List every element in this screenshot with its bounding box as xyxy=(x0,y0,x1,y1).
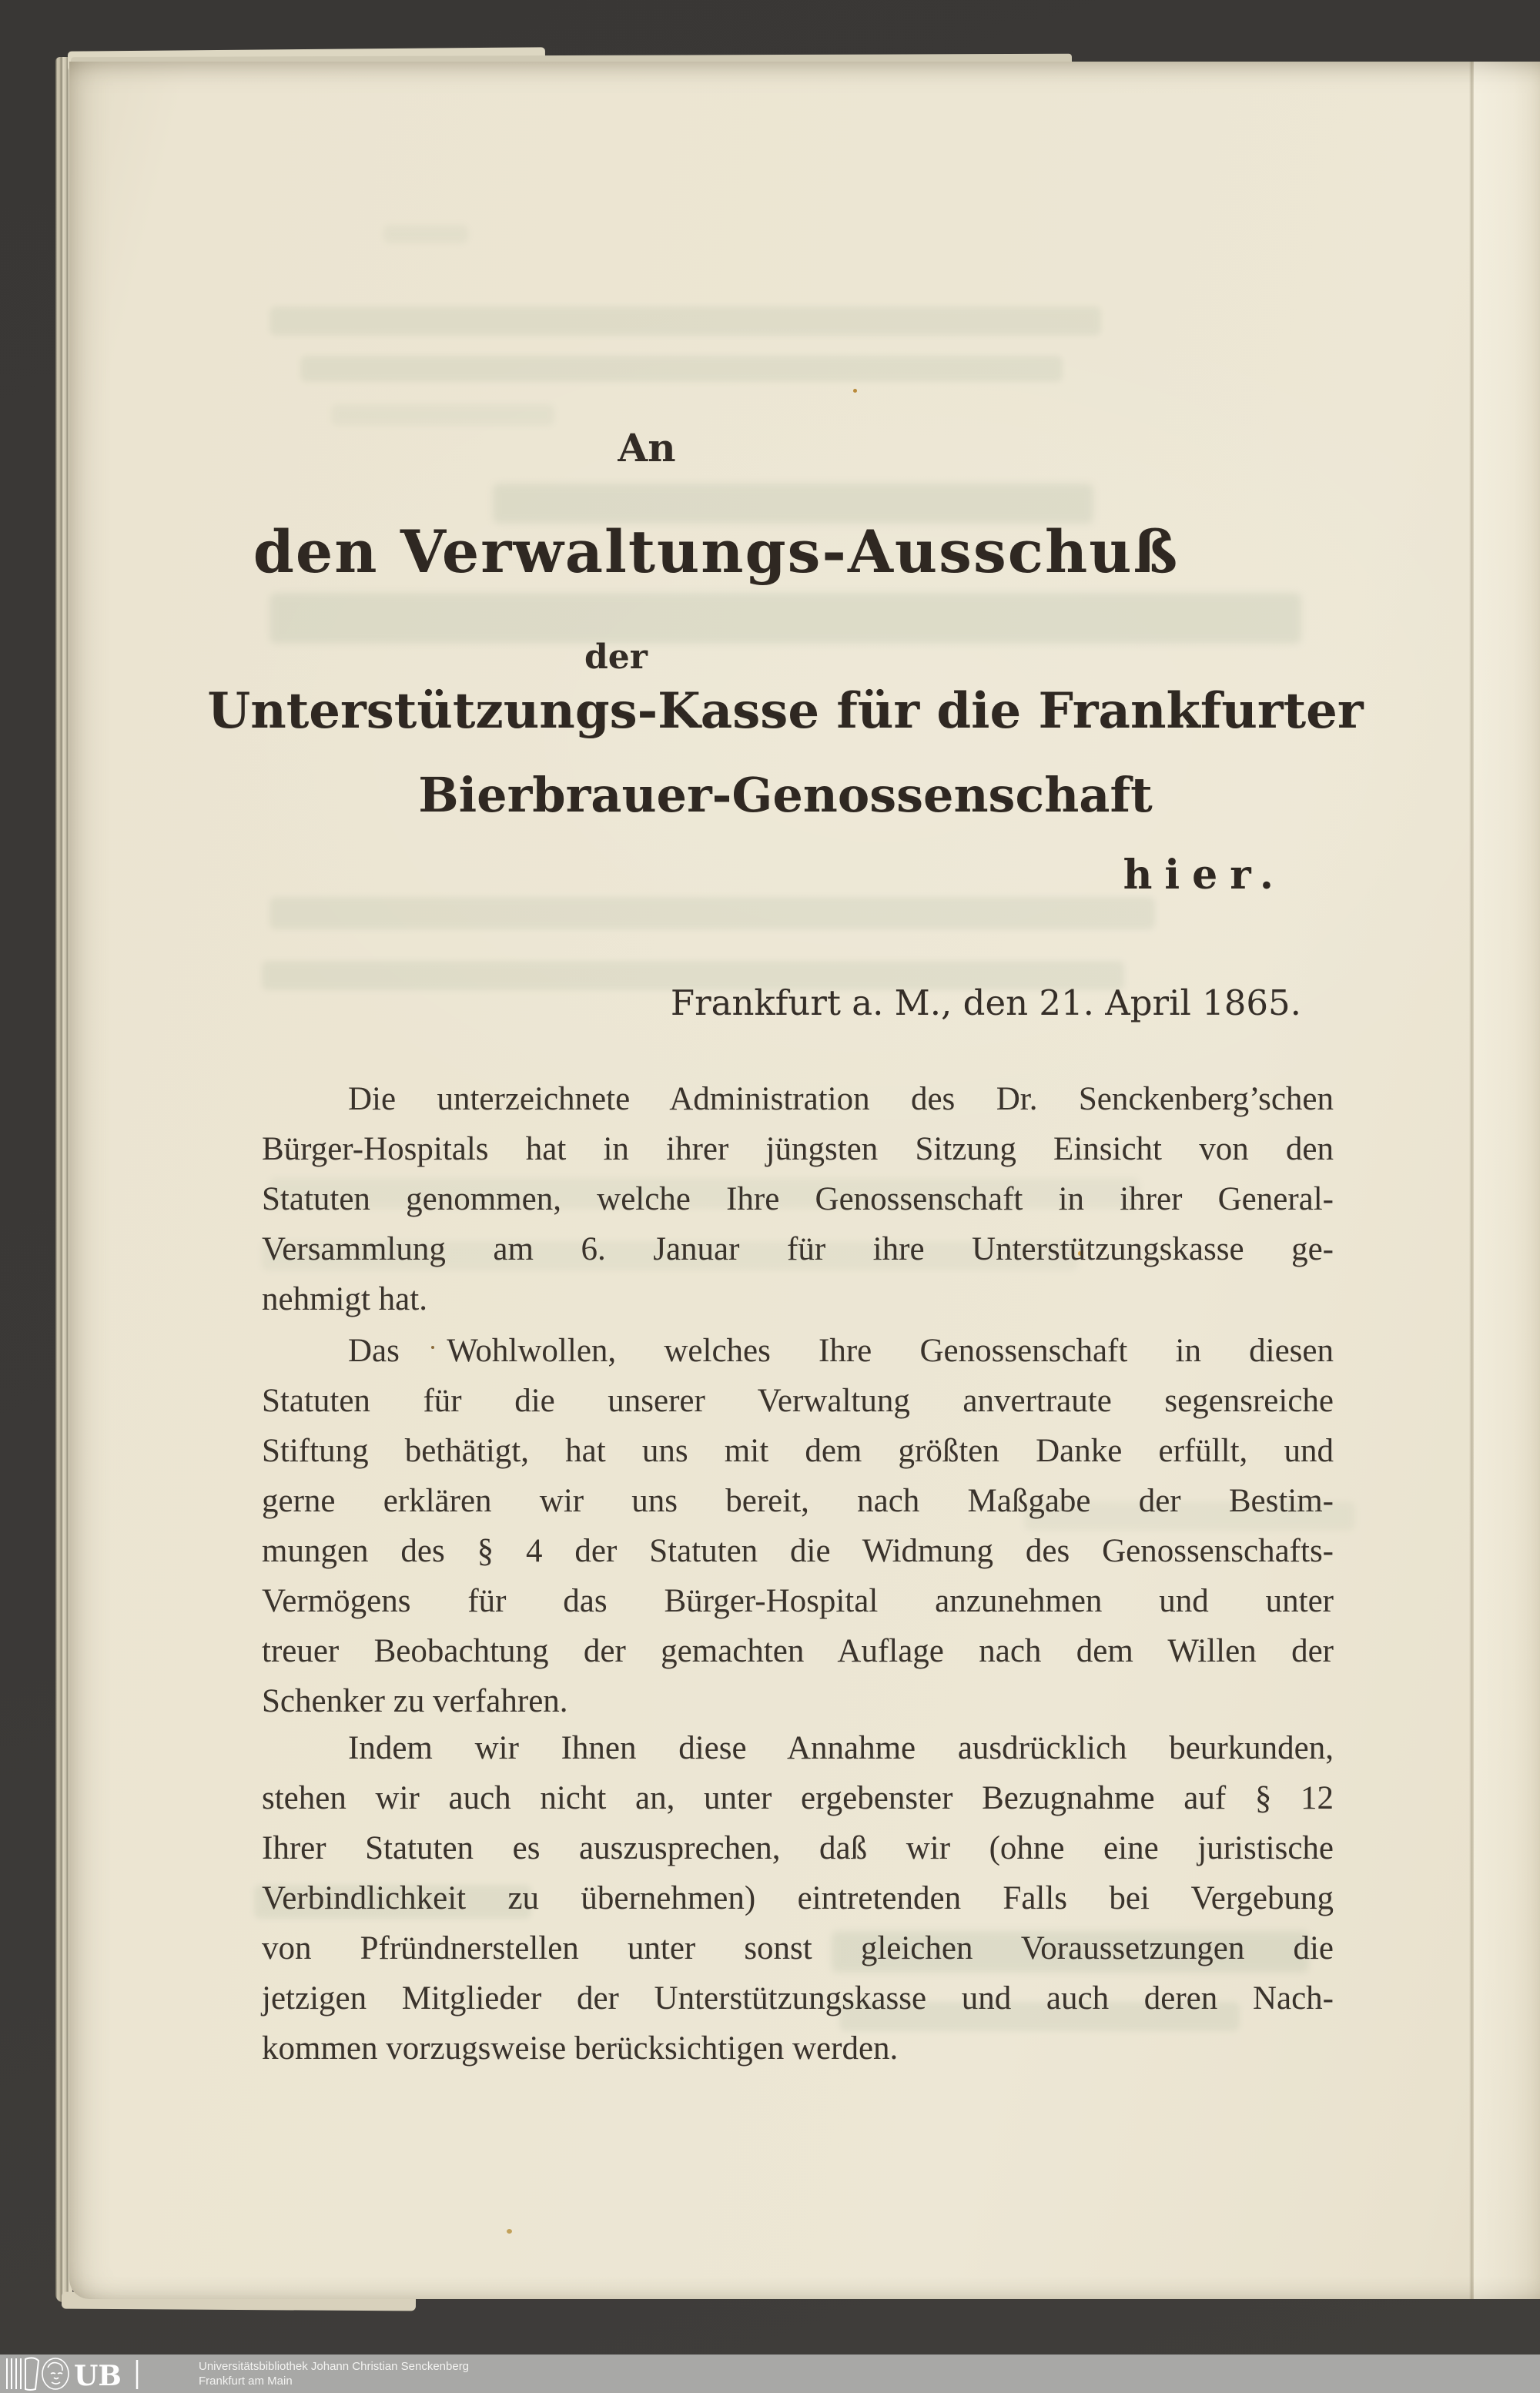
letter-text-line: Bürger-Hospitals hat in ihrer jüngsten Sitzung Einsicht von den xyxy=(262,1131,1334,1167)
library-footer-bar xyxy=(0,2355,1540,2393)
ub-logo xyxy=(5,2357,171,2391)
letter-text-line: Versammlung am 6. Januar für ihre Unterstützungskasse ge- xyxy=(262,1231,1334,1267)
letter-text-line: Statuten genommen, welche Ihre Genossenschaft in ihrer General- xyxy=(262,1181,1334,1217)
ub-logo-letters: UB xyxy=(74,2360,122,2391)
letter-text-line: nehmigt hat. xyxy=(262,1281,427,1317)
letter-paragraph xyxy=(262,1723,1334,2073)
senckenberg-portrait-icon xyxy=(42,2358,69,2389)
location-note: hier. xyxy=(1123,852,1286,899)
adjacent-leaf-edge xyxy=(1474,62,1540,2299)
letter-paragraph xyxy=(262,1326,1334,1726)
library-name: Universitätsbibliothek Johann Christian Senckenberg xyxy=(199,2360,470,2373)
letter-text-line: kommen vorzugsweise berücksichtigen werden. xyxy=(262,2030,899,2067)
letter-text-line: Stiftung bethätigt, hat uns mit dem größten Danke erfüllt, und xyxy=(262,1433,1334,1469)
letter-text-line: Ihrer Statuten es auszusprechen, daß wir (ohne eine juristische xyxy=(262,1830,1334,1866)
library-city: Frankfurt am Main xyxy=(199,2375,293,2388)
dateline: Frankfurt a. M., den 21. April 1865. xyxy=(670,982,1301,1023)
letter-text-line: Das Wohlwollen, welches Ihre Genossenschaft in diesen xyxy=(348,1333,1334,1369)
library-footer-text xyxy=(199,2359,469,2388)
recipient-line-guild: Bierbrauer-Genossenschaft xyxy=(418,767,1153,823)
letter-paragraph xyxy=(262,1074,1334,1324)
letter-text-line: Statuten für die unserer Verwaltung anvertraute segensreiche xyxy=(262,1383,1334,1419)
letter-text-line: Verbindlichkeit zu übernehmen) eintretenden Falls bei Vergebung xyxy=(262,1880,1334,1916)
book-page xyxy=(69,62,1540,2299)
letter-content xyxy=(69,62,1540,2299)
letter-text-line: Indem wir Ihnen diese Annahme ausdrücklich beurkunden, xyxy=(348,1730,1334,1766)
recipient-connector: der xyxy=(584,638,648,677)
letter-text-line: gerne erklären wir uns bereit, nach Maßgabe der Bestim- xyxy=(262,1483,1334,1519)
letter-text-line: Schenker zu verfahren. xyxy=(262,1683,568,1719)
letter-text-line: Die unterzeichnete Administration des Dr. Senckenberg’schen xyxy=(348,1081,1334,1117)
letter-text-line: mungen des § 4 der Statuten die Widmung des Genossenschafts- xyxy=(262,1533,1334,1569)
letter-text-line: von Pfründnerstellen unter sonst gleichen Voraussetzungen die xyxy=(262,1930,1334,1966)
letter-text-line: jetzigen Mitglieder der Unterstützungskasse und auch deren Nach- xyxy=(262,1980,1334,2016)
recipient-line-committee: den Verwaltungs-Ausschuß xyxy=(253,517,1180,586)
letter-text-line: stehen wir auch nicht an, unter ergebenster Bezugnahme auf § 12 xyxy=(262,1780,1334,1816)
letter-salutation: An xyxy=(618,425,676,470)
letter-text-line: treuer Beobachtung der gemachten Auflage nach dem Willen der xyxy=(262,1633,1334,1669)
letter-text-line: Vermögens für das Bürger-Hospital anzunehmen und unter xyxy=(262,1583,1334,1619)
recipient-line-fund: Unterstützungs-Kasse für die Frankfurter xyxy=(207,682,1364,740)
